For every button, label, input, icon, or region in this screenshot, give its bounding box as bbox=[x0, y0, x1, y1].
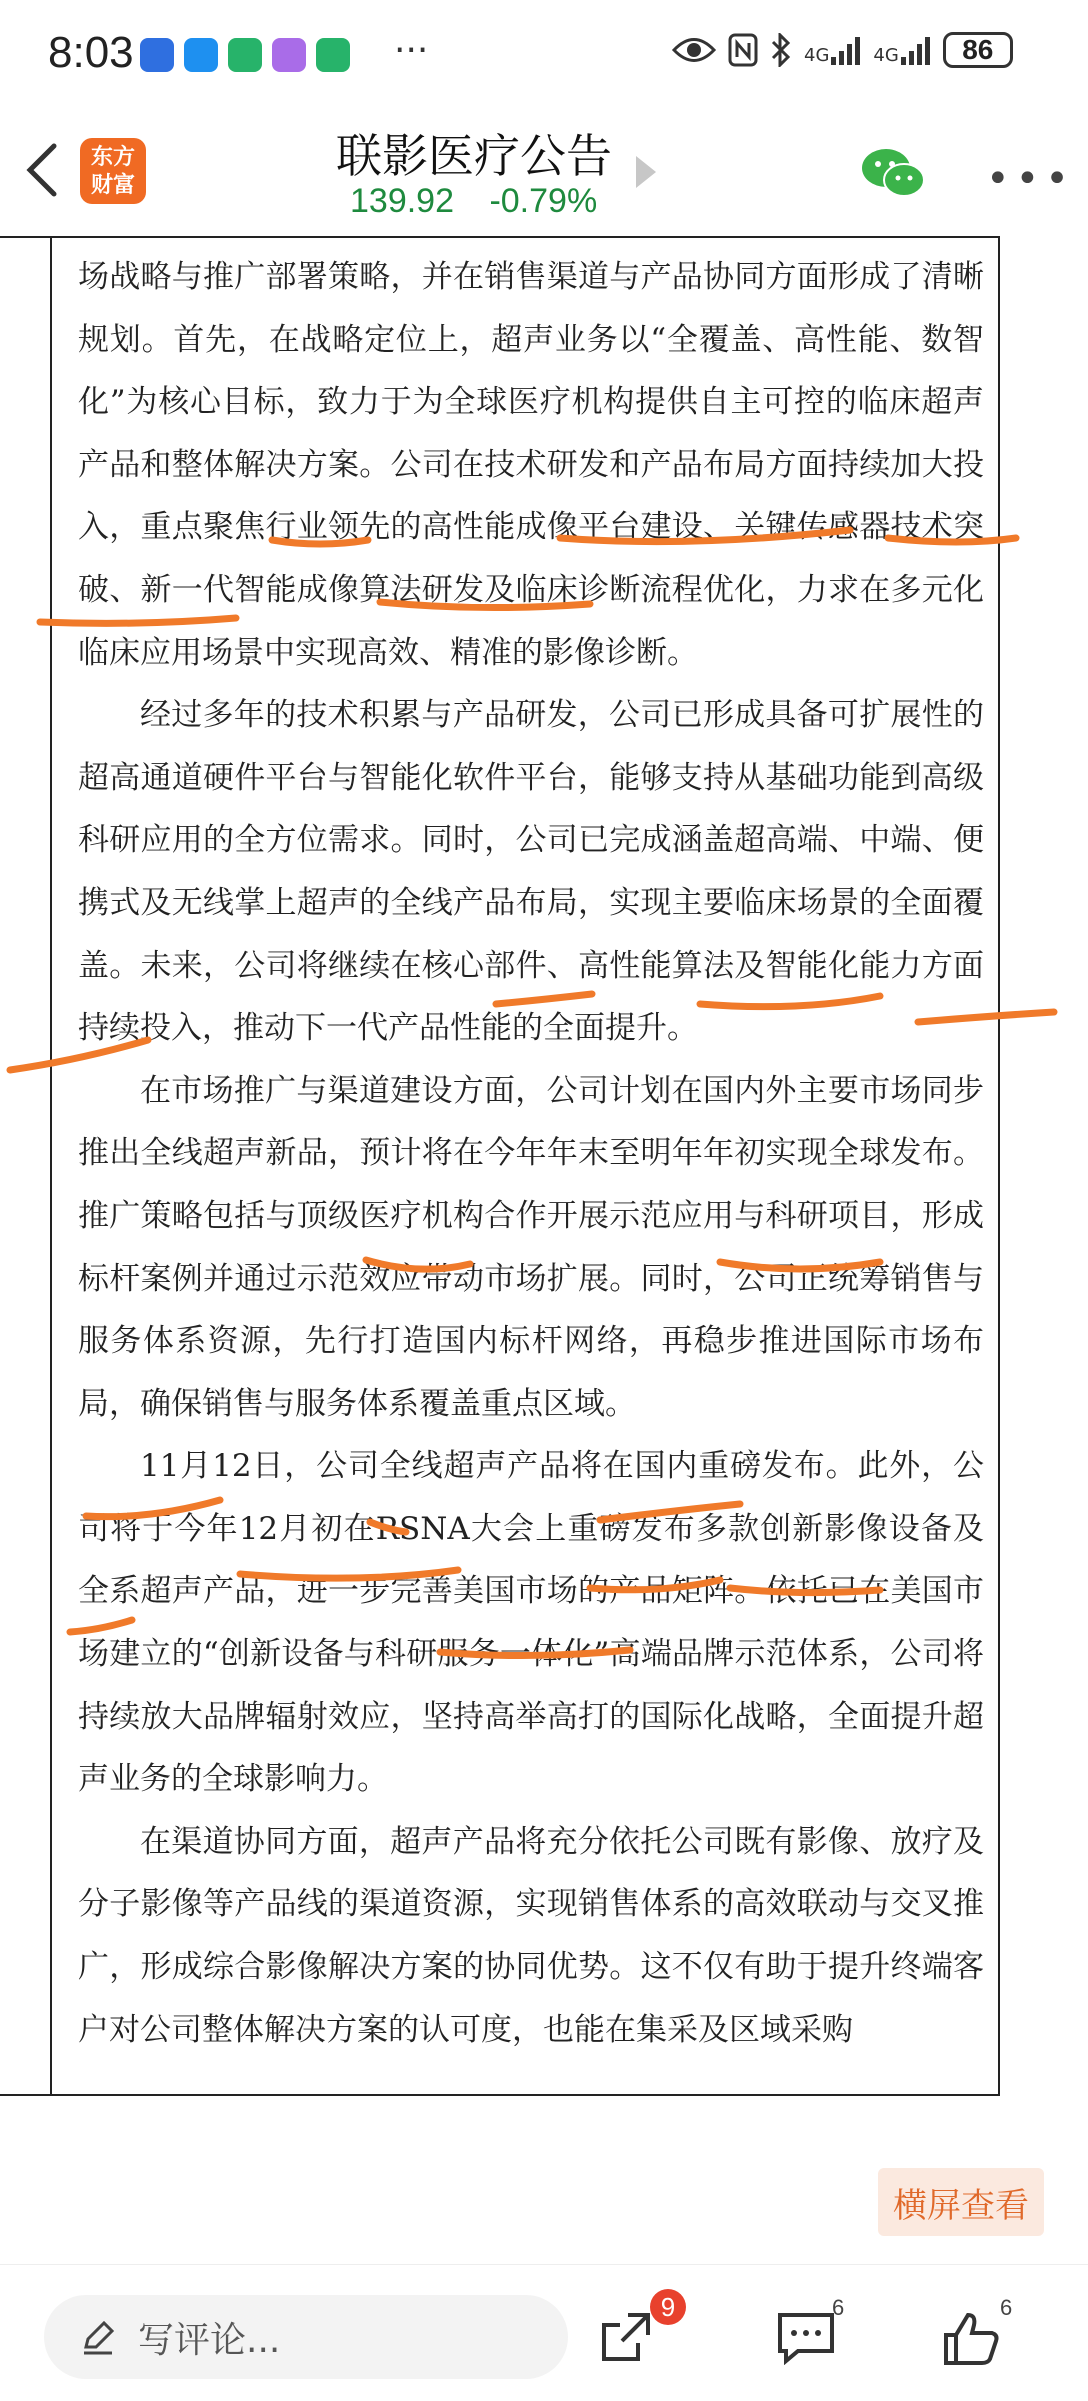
share-badge: 9 bbox=[650, 2289, 686, 2325]
signal-bars-icon bbox=[831, 35, 861, 65]
music-app-icon bbox=[272, 38, 306, 72]
signal-2 bbox=[873, 35, 930, 65]
brand-line-2: 财富 bbox=[90, 173, 135, 198]
more-options-icon[interactable]: ••• bbox=[986, 156, 1075, 202]
pencil-icon bbox=[80, 2319, 116, 2355]
play-arrow-icon[interactable] bbox=[636, 156, 656, 188]
thumbs-up-icon[interactable] bbox=[942, 2309, 1000, 2367]
paragraph-1: 场战略与推广部署策略，并在销售渠道与产品协同方面形成了清晰规划。首先，在战略定位上，超声业务以“全覆盖、高性能、数智化”为核心目标，致力于为全球医疗机构提供自主可控的临床超声产品和整体解决方案。公司在技术研发和产品布局方面持续加大投入，重点聚焦行业领先的高性能成像平台建设、关键传感器技术突破、新一代智能成像算法研发及临床诊断流程优化，力求在多元化临床应用场景中实现高效、精准的影像诊断。 bbox=[78, 259, 984, 671]
status-time: 8:03 bbox=[48, 28, 134, 77]
brand-logo[interactable] bbox=[80, 138, 146, 204]
paragraph-3: 在市场推广与渠道建设方面，公司计划在国内外主要市场同步推出全线超声新品，预计将在今年年末至明年年初实现全球发布。推广策略包括与顶级医疗机构合作开展示范应用与科研项目，形成标杆案例并通过示范效应带动市场扩展。同时，公司正统筹销售与服务体系资源，先行打造国内标杆网络，再稳步推进国际市场布局，确保销售与服务体系覆盖重点区域。 bbox=[78, 1072, 984, 1422]
app-header bbox=[0, 110, 1088, 234]
more-notifications-icon: ··· bbox=[394, 30, 429, 71]
likes-count: 6 bbox=[1000, 2295, 1013, 2320]
paragraph-4: 11月12日，公司全线超声产品将在国内重磅发布。此外，公司将于今年12月初在RSNA大会上重磅发布多款创新影像设备及全系超声产品，进一步完善美国市场的产品矩阵。依托已在美国市场建立的“创新设备与科研服务一体化”高端品牌示范体系，公司将持续放大品牌辐射效应，坚持高举高打的国际化战略，全面提升超声业务的全球影响力。 bbox=[78, 1448, 984, 1798]
video-app-icon-2 bbox=[316, 38, 350, 72]
signal-bars-icon bbox=[901, 35, 931, 65]
document-margin-line bbox=[50, 236, 52, 2096]
status-right bbox=[672, 32, 1013, 68]
comment-input[interactable] bbox=[44, 2295, 568, 2379]
comments-icon[interactable] bbox=[776, 2311, 836, 2365]
paragraph-5: 在渠道协同方面，超声产品将充分依托公司既有影像、放疗及分子影像等产品线的渠道资源，实现销售体系的高效联动与交叉推广，形成综合影像解决方案的协同优势。这不仅有助于提升终端客户对公司整体解决方案的认可度，也能在集采及区域采购 bbox=[78, 1823, 984, 2048]
stock-change: -0.79% bbox=[489, 182, 598, 220]
nfc-icon bbox=[728, 33, 758, 67]
status-bar bbox=[0, 0, 1088, 110]
battery-indicator: 86 bbox=[943, 32, 1013, 68]
comments-count: 6 bbox=[832, 2295, 845, 2320]
weather-app-icon bbox=[184, 38, 218, 72]
bluetooth-icon bbox=[770, 33, 792, 67]
paragraph-2: 经过多年的技术积累与产品研发，公司已形成具备可扩展性的超高通道硬件平台与智能化软件平台，能够支持从基础功能到高级科研应用的全方位需求。同时，公司已完成涵盖超高端、中端、便携式及无线掌上超声的全线产品布局，实现主要临床场景的全面覆盖。未来，公司将继续在核心部件、高性能算法及智能化能力方面持续投入，推动下一代产品性能的全面提升。 bbox=[78, 697, 984, 1047]
page-title: 联影医疗公告 bbox=[336, 129, 612, 183]
wechat-share-icon[interactable] bbox=[860, 146, 926, 200]
network-type-1: 4G bbox=[804, 45, 830, 66]
brand-line-1: 东方 bbox=[90, 145, 135, 170]
network-type-2: 4G bbox=[873, 45, 899, 66]
back-arrow-icon[interactable] bbox=[18, 140, 68, 200]
announcement-document bbox=[0, 236, 1000, 2096]
comment-placeholder: 写评论... bbox=[138, 2319, 281, 2361]
bottom-action-bar bbox=[0, 2264, 1088, 2401]
eye-icon bbox=[672, 35, 716, 65]
stock-price: 139.92 bbox=[350, 182, 454, 220]
app-notification-icon bbox=[140, 38, 174, 72]
landscape-view-button[interactable]: 横屏查看 bbox=[878, 2168, 1044, 2236]
share-icon[interactable] bbox=[598, 2309, 654, 2365]
document-text bbox=[78, 246, 984, 2061]
signal-1 bbox=[804, 35, 861, 65]
video-app-icon bbox=[228, 38, 262, 72]
stock-quote[interactable] bbox=[350, 182, 623, 221]
notification-icons bbox=[140, 38, 350, 74]
